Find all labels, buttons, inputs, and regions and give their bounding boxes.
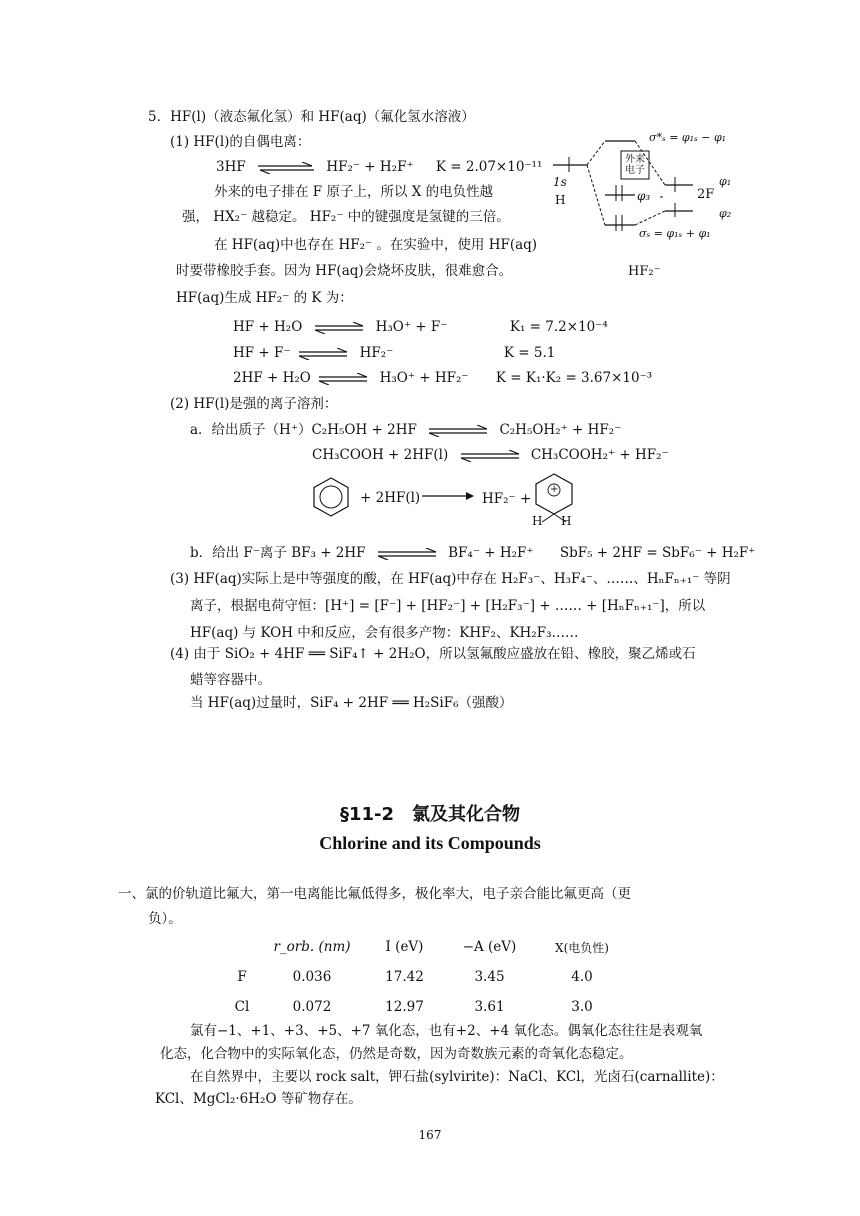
section-title-cn: §11-2 氯及其化合物 xyxy=(339,804,521,825)
paragraph-line: 时要带橡胶手套。因为 HF(aq)会烧坏皮肤，很难愈合。 xyxy=(176,263,513,279)
equation-left: 2HF + H₂O xyxy=(233,370,311,386)
paragraph-line: 离子，根据电荷守恒：[H⁺] = [F⁻] + [HF₂⁻] + [H₂F₃⁻] + …… + [HₙFₙ₊₁⁻]，所以 xyxy=(190,598,706,614)
label-h: H xyxy=(555,193,566,207)
phi3-label: φ₃ xyxy=(637,189,651,203)
equation-right: C₂H₅OH₂⁺ + HF₂⁻ xyxy=(499,422,622,438)
equation-row xyxy=(312,446,669,464)
equilibrium-arrow-icon xyxy=(256,162,316,174)
section-heading: 5．HF(l)（液态氟化氢）和 HF(aq)（氟化氢水溶液） xyxy=(148,109,475,125)
equilibrium-arrow-icon xyxy=(459,450,521,462)
equation-right: BF₄⁻ + H₂F⁺ xyxy=(448,545,534,561)
phi1-label: φ₁ xyxy=(719,175,732,188)
equilibrium-arrow-icon xyxy=(297,348,349,360)
equation-row xyxy=(233,318,608,336)
paragraph-line: 强， HX₂⁻ 越稳定。 HF₂⁻ 中的键强度是氢键的三倍。 xyxy=(182,209,510,225)
reaction-reagent: + 2HF(l) xyxy=(360,490,421,506)
benzenium-h-right: H xyxy=(561,514,572,528)
paragraph-line: 化态，化合物中的实际氧化态，仍然是奇数，因为奇数族元素的奇氧化态稳定。 xyxy=(160,1046,633,1062)
equation-left: HF + F⁻ xyxy=(233,345,291,361)
equation-k: K = 2.07×10⁻¹¹ xyxy=(435,159,543,175)
table-cell: 3.0 xyxy=(571,999,593,1015)
table-cell: Cl xyxy=(234,999,250,1015)
table-cell: 0.072 xyxy=(292,999,332,1015)
equation-k: K₁ = 7.2×10⁻⁴ xyxy=(509,319,608,335)
equation-right: HF₂⁻ + H₂F⁺ xyxy=(326,159,414,175)
table-header-cell: I (eV) xyxy=(385,939,424,955)
equation-row xyxy=(233,344,555,362)
benzenium-h-left: H xyxy=(532,514,543,528)
equation-right: H₃O⁺ + F⁻ xyxy=(375,319,448,335)
paragraph-line: 蜡等容器中。 xyxy=(190,672,271,688)
table-cell: 12.97 xyxy=(385,999,424,1015)
reaction-product: HF₂⁻ + xyxy=(482,491,532,507)
table-cell: 17.42 xyxy=(385,969,424,985)
subsection-title: (2) HF(l)是强的离子溶剂： xyxy=(170,396,338,412)
table-header-cell: −A (eV) xyxy=(462,939,517,955)
table-cell: 4.0 xyxy=(571,969,593,985)
benzenium-charge: + xyxy=(550,484,559,495)
section-title-en: Chlorine and its Compounds xyxy=(319,833,541,853)
equation-left: 3HF xyxy=(216,159,246,175)
paragraph-line: 当 HF(aq)过量时，SiF₄ + 2HF ══ H₂SiF₆（强酸） xyxy=(190,695,513,711)
equilibrium-arrow-icon xyxy=(427,425,489,437)
table-row xyxy=(222,992,642,1022)
paragraph-line: 在自然界中，主要以 rock salt，钾石盐(sylvirite)：NaCl、KCl，光卤石(carnallite)： xyxy=(190,1069,724,1085)
equation-row xyxy=(233,369,652,387)
table-header-cell: X(电负性) xyxy=(555,940,609,955)
equation-right: H₃O⁺ + HF₂⁻ xyxy=(379,370,469,386)
mo-caption: HF₂⁻ xyxy=(628,264,661,279)
equation-k: K = K₁·K₂ = 3.67×10⁻³ xyxy=(495,370,653,386)
subsection-title: (1) HF(l)的自偶电离： xyxy=(170,134,311,150)
equation-left: b．给出 F⁻离子 BF₃ + 2HF xyxy=(190,545,366,561)
equation-right: HF₂⁻ xyxy=(359,345,394,361)
equilibrium-arrow-icon xyxy=(317,373,369,385)
equation-sbf: SbF₅ + 2HF = SbF₆⁻ + H₂F⁺ xyxy=(559,545,756,561)
equation-row xyxy=(190,544,755,562)
paragraph-line: (4) 由于 SiO₂ + 4HF ══ SiF₄↑ + 2H₂O，所以氢氟酸应盛放在铅、橡胶，聚乙烯或石 xyxy=(170,646,696,662)
table-cell: F xyxy=(237,969,247,985)
page-number: 167 xyxy=(418,1128,442,1142)
sigma-label: σₛ = φ₁ₛ + φ₁ xyxy=(639,227,711,240)
paragraph-line: 在 HF(aq)中也存在 HF₂⁻ 。在实验中，使用 HF(aq) xyxy=(214,237,538,253)
paragraph-line: HF(aq) 与 KOH 中和反应，会有很多产物：KHF₂、KH₂F₃…… xyxy=(190,625,579,641)
table-cell: 3.45 xyxy=(474,969,505,985)
paragraph-line: KCl、MgCl₂·6H₂O 等矿物存在。 xyxy=(155,1091,362,1107)
table-cell: 3.61 xyxy=(474,999,505,1015)
paragraph-line: 一、氯的价轨道比氟大，第一电离能比氟低得多，极化率大，电子亲合能比氟更高（更 xyxy=(118,886,631,902)
paragraph-line: (3) HF(aq)实际上是中等强度的酸，在 HF(aq)中存在 H₂F₃⁻、H₃F₄⁻、……、HₙFₙ₊₁⁻ 等阴 xyxy=(170,571,731,587)
table-header-cell: r_orb. (nm) xyxy=(273,939,351,955)
equation-row xyxy=(216,158,542,176)
equation-row xyxy=(190,421,621,439)
equation-k: K = 5.1 xyxy=(503,345,556,361)
paragraph-line: 负）。 xyxy=(148,911,182,927)
properties-table xyxy=(222,932,642,1022)
table-header-row xyxy=(222,932,642,962)
paragraph-line: HF(aq)生成 HF₂⁻ 的 K 为： xyxy=(176,290,353,306)
sigma-star-label: σ*ₛ = φ₁ₛ − φ₁ xyxy=(649,131,727,144)
equation-left: a．给出质子（H⁺）C₂H₅OH + 2HF xyxy=(190,422,417,438)
equilibrium-arrow-icon xyxy=(313,322,365,334)
paragraph-line: 氯有−1、+1、+3、+5、+7 氧化态，也有+2、+4 氧化态。偶氧化态往往是表观氧 xyxy=(190,1023,703,1039)
reaction-arrow-icon xyxy=(420,491,476,501)
table-row xyxy=(222,962,642,992)
equation-left: CH₃COOH + 2HF(l) xyxy=(312,447,449,463)
equilibrium-arrow-icon xyxy=(376,548,438,560)
table-cell: 0.036 xyxy=(292,969,332,985)
external-electron-label: 外来电子 xyxy=(625,154,645,176)
equation-left: HF + H₂O xyxy=(233,319,303,335)
paragraph-line: 外来的电子排在 F 原子上，所以 X 的电负性越 xyxy=(214,184,494,200)
mo-diagram xyxy=(545,127,740,267)
label-2f: 2F xyxy=(697,187,715,202)
label-1s: 1s xyxy=(553,175,567,189)
equation-right: CH₃COOH₂⁺ + HF₂⁻ xyxy=(530,447,669,463)
benzene-icon xyxy=(310,476,352,518)
phi2-label: φ₂ xyxy=(719,207,732,220)
